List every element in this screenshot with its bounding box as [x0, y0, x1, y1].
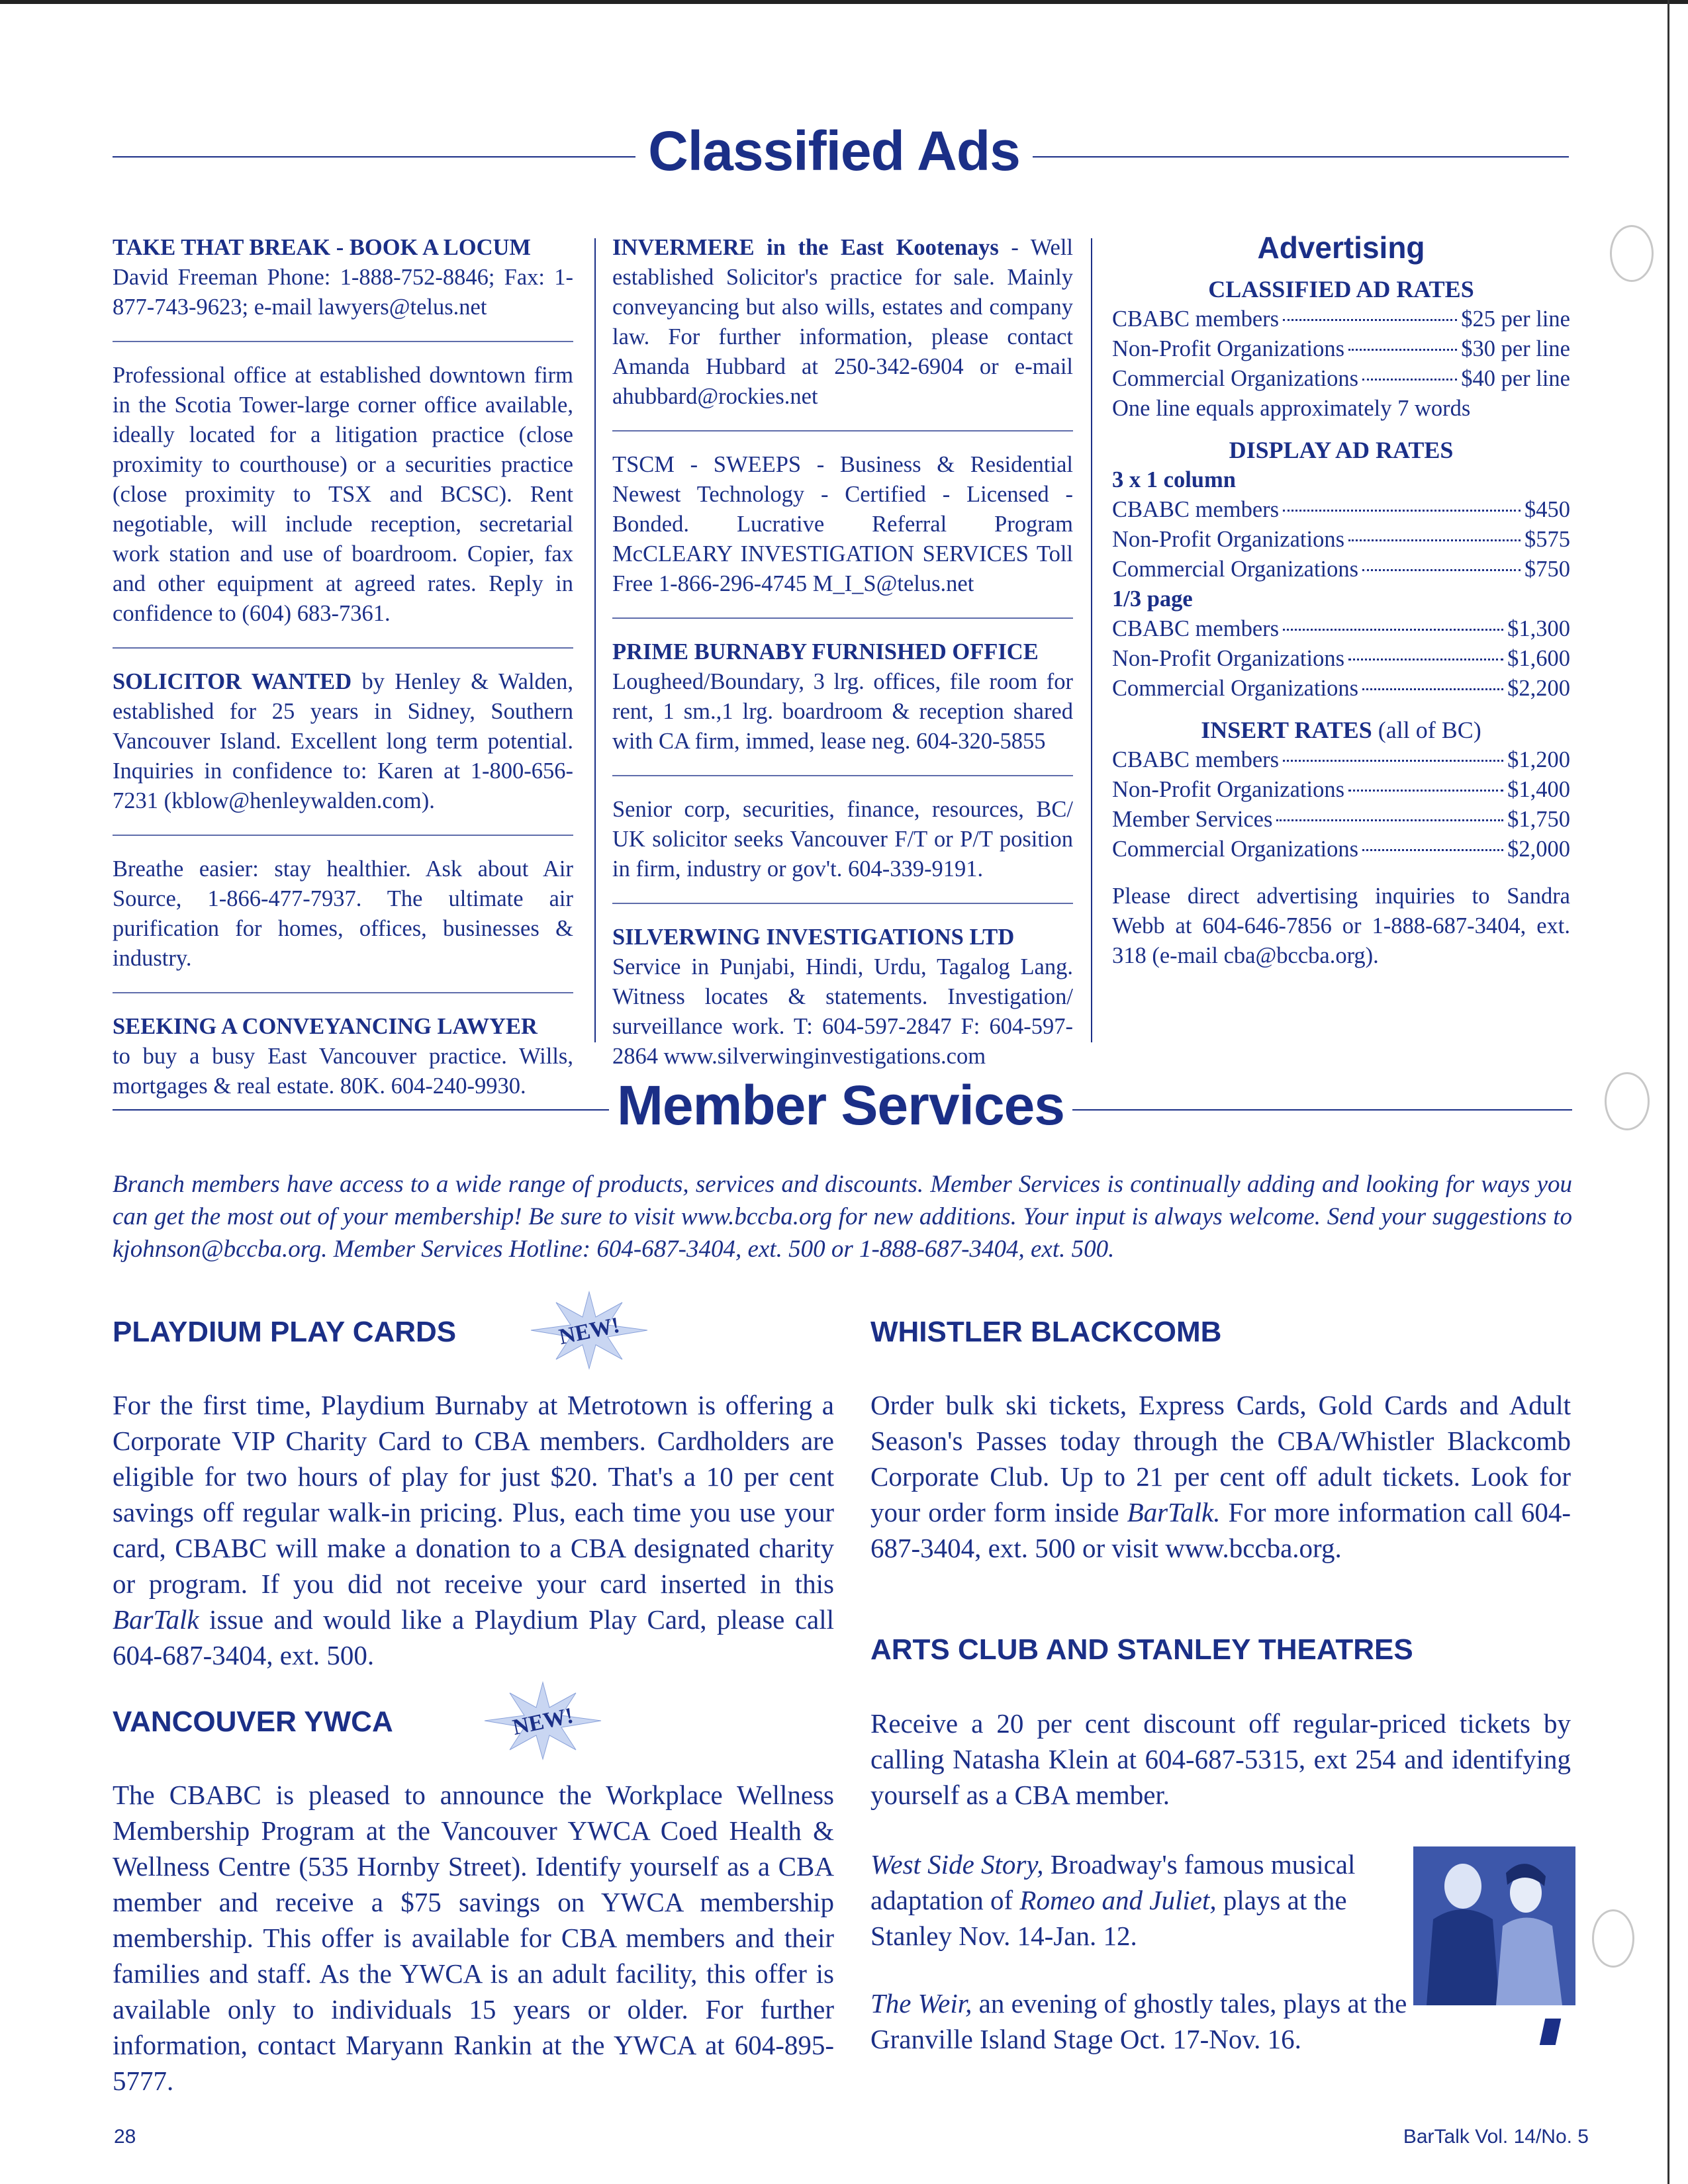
- new-badge-text: NEW!: [510, 1703, 576, 1741]
- dot-leader: [1348, 790, 1503, 792]
- senior-ad: Senior corp, securities, finance, resources, BC/ UK solicitor seeks Vancouver F/T or P/T position in firm, industry or gov't. 604-339-9191.: [612, 797, 1073, 882]
- rate-amount: $30 per line: [1461, 336, 1570, 361]
- classified-rates-list: [1112, 304, 1570, 394]
- rate-row: [1112, 495, 1570, 525]
- insert-rates-sub: (all of BC): [1372, 717, 1481, 743]
- whistler-text-b: For more information call 604-687-3404, ext. 500 or visit www.bccba.org.: [870, 1497, 1571, 1563]
- playdium-text-italic: BarTalk: [113, 1604, 199, 1635]
- divider: [113, 992, 573, 993]
- rate-amount: $450: [1524, 497, 1570, 522]
- rate-label: Non-Profit Organizations: [1112, 336, 1345, 361]
- rate-label: Non-Profit Organizations: [1112, 646, 1345, 671]
- ywca-heading: VANCOUVER YWCA: [113, 1706, 393, 1738]
- column-divider-2: [1091, 238, 1092, 1042]
- insert-rates-title: INSERT RATES: [1201, 717, 1372, 743]
- insert-rates-list: [1112, 745, 1570, 864]
- playdium-text: [113, 1387, 834, 1673]
- line-note: One line equals approximately 7 words: [1112, 396, 1471, 421]
- binder-hole-top: [1610, 225, 1654, 282]
- rate-amount: $575: [1524, 527, 1570, 552]
- rate-row: [1112, 555, 1570, 584]
- classified-column-2: [612, 233, 1073, 1071]
- rate-row: [1112, 334, 1570, 364]
- classified-title-rule-left: [113, 156, 635, 158]
- rate-amount: $25 per line: [1461, 306, 1570, 332]
- romeo-juliet-title: Romeo and Juliet,: [1019, 1885, 1217, 1915]
- rate-label: Commercial Organizations: [1112, 366, 1359, 391]
- dot-leader: [1362, 849, 1503, 851]
- west-side-story-title: West Side Story,: [870, 1849, 1044, 1880]
- divider: [612, 775, 1073, 776]
- page-number: 28: [114, 2126, 136, 2148]
- whistler-text-italic: BarTalk.: [1127, 1497, 1221, 1527]
- dot-leader: [1362, 688, 1503, 690]
- breathe-ad: Breathe easier: stay healthier. Ask about Air Source, 1-866-477-7937. The ultimate air purification for homes, offices, businesses & industry.: [113, 856, 573, 971]
- the-weir-body: an evening of ghostly tales, plays at the Granville Island Stage Oct. 17-Nov. 16.: [870, 1988, 1407, 2054]
- rate-label: Member Services: [1112, 807, 1273, 832]
- playdium-text-b: issue and would like a Playdium Play Card, please call 604-687-3404, ext. 500.: [113, 1604, 834, 1670]
- divider: [612, 903, 1073, 904]
- rate-amount: $1,200: [1507, 747, 1570, 772]
- advertising-title: Advertising: [1257, 230, 1425, 265]
- rate-row: [1112, 644, 1570, 674]
- conveyancing-heading: SEEKING A CONVEYANCING LAWYER: [113, 1014, 538, 1039]
- rate-row: [1112, 614, 1570, 644]
- invermere-heading: INVERMERE in the East Kootenays: [612, 235, 999, 260]
- dot-leader: [1283, 319, 1457, 321]
- rate-label: CBABC members: [1112, 497, 1280, 522]
- rate-row: [1112, 805, 1570, 835]
- rate-amount: $2,200: [1507, 676, 1570, 701]
- rate-label: CBABC members: [1112, 306, 1280, 332]
- page-right-border: [1667, 0, 1669, 2184]
- rate-label: Commercial Organizations: [1112, 557, 1359, 582]
- whistler-text: [870, 1387, 1571, 1566]
- rate-row: [1112, 745, 1570, 775]
- new-badge-icon: [483, 1681, 602, 1760]
- divider: [612, 430, 1073, 432]
- advertising-contact: Please direct advertising inquiries to Sandra Webb at 604-646-7856 or 1-888-687-3404, ext. 318 (e-mail cba@bccba.org).: [1112, 884, 1570, 968]
- rate-amount: $2,000: [1507, 837, 1570, 862]
- rate-amount: $1,400: [1507, 777, 1570, 802]
- arts-club-body: Receive a 20 per cent discount off regular-priced tickets by calling Natasha Klein at 604-687-5315, ext 254 and identifying yourself as a CBA member.: [870, 1708, 1571, 1810]
- article-end-mark: [1540, 2019, 1562, 2045]
- publication-footer: BarTalk Vol. 14/No. 5: [1403, 2126, 1589, 2148]
- classified-rates-heading: CLASSIFIED AD RATES: [1208, 276, 1474, 302]
- divider: [612, 617, 1073, 619]
- display-sub-heading-page: 1/3 page: [1112, 586, 1193, 612]
- silverwing-heading: SILVERWING INVESTIGATIONS LTD: [612, 925, 1015, 950]
- dot-leader: [1348, 539, 1521, 541]
- arts-club-heading: ARTS CLUB AND STANLEY THEATRES: [870, 1633, 1413, 1666]
- display-rates-list-page: [1112, 614, 1570, 704]
- rate-row: [1112, 775, 1570, 805]
- silverwing-body: Service in Punjabi, Hindi, Urdu, Tagalog Lang. Witness locates & statements. Investigation/ surveillance work. T: 604-597-2847 F: 604-597-2864 www.silverwinginvestigations.com: [612, 954, 1073, 1069]
- locum-body: David Freeman Phone: 1-888-752-8846; Fax: 1-877-743-9623; e-mail lawyers@telus.net: [113, 265, 573, 320]
- member-services-title: Member Services: [616, 1074, 1065, 1136]
- the-weir-text: [870, 1985, 1466, 2057]
- the-weir-paragraph: [870, 1985, 1466, 2057]
- west-side-story-illustration: [1413, 1846, 1575, 2005]
- ywca-body: The CBABC is pleased to announce the Workplace Wellness Membership Program at the Vancouver YWCA Coed Health & Wellness Centre (535 Hornby Street). Identify yourself as a CBA member and receive a $75 savings on YWCA membership membership. This offer is available for CBA members and their families and staff. As the YWCA is an adult facility, this offer is available only to individuals 15 years or older. For further information, contact Maryann Rankin at the YWCA at 604-895-5777.: [113, 1780, 834, 2096]
- dot-leader: [1362, 379, 1457, 381]
- rate-amount: $1,300: [1507, 616, 1570, 641]
- solicitor-heading: SOLICITOR WANTED: [113, 669, 352, 694]
- dot-leader: [1283, 629, 1503, 631]
- burnaby-body: Lougheed/Boundary, 3 lrg. offices, file room for rent, 1 sm.,1 lrg. boardroom & reception shared with CA firm, immed, lease neg. 604-320-5855: [612, 669, 1073, 754]
- display-rates-list-column: [1112, 495, 1570, 584]
- dot-leader: [1283, 510, 1521, 512]
- column-divider-1: [594, 238, 596, 1042]
- whistler-heading: WHISTLER BLACKCOMB: [870, 1316, 1222, 1348]
- west-side-story-b: plays at the Stanley Nov. 14-Jan. 12.: [870, 1885, 1347, 1951]
- new-badge-icon: [530, 1291, 649, 1370]
- rate-amount: $1,750: [1507, 807, 1570, 832]
- rate-row: [1112, 364, 1570, 394]
- insert-rates-heading: [1112, 715, 1570, 745]
- tscm-ad: TSCM - SWEEPS - Business & Residential Newest Technology - Certified - Licensed - Bonded. Lucrative Referral Program McCLEARY INVESTIGATION SERVICES Toll Free 1-866-296-4745 M_I_S@telus.net: [612, 452, 1073, 596]
- playdium-heading: PLAYDIUM PLAY CARDS: [113, 1316, 457, 1348]
- rate-row: [1112, 674, 1570, 704]
- divider: [113, 341, 573, 342]
- dot-leader: [1276, 819, 1503, 821]
- the-weir-title: The Weir,: [870, 1988, 972, 2019]
- advertising-column: [1112, 230, 1570, 971]
- rate-amount: $750: [1524, 557, 1570, 582]
- divider: [113, 647, 573, 649]
- binder-hole-middle: [1605, 1072, 1650, 1130]
- rate-row: [1112, 525, 1570, 555]
- solicitor-body: by Henley & Walden, established for 25 years in Sidney, Southern Vancouver Island. Excellent long term potential. Inquiries in confidence to: Karen at 1-800-656-7231 (kblow@henleywalden.com).: [113, 669, 573, 813]
- member-services-rule-right: [1072, 1109, 1572, 1111]
- divider: [113, 835, 573, 836]
- rate-label: CBABC members: [1112, 616, 1280, 641]
- locum-heading: TAKE THAT BREAK - BOOK A LOCUM: [113, 235, 531, 260]
- rate-label: Commercial Organizations: [1112, 837, 1359, 862]
- member-services-rule-left: [113, 1109, 609, 1111]
- west-side-story-text: [870, 1846, 1400, 1954]
- whistler-body: [870, 1387, 1571, 1566]
- display-sub-heading-column: 3 x 1 column: [1112, 467, 1236, 492]
- solicitor-ad: [113, 667, 573, 816]
- member-services-intro: Branch members have access to a wide range of products, services and discounts. Member Services is continually adding and looking for ways you can get the most out of your membership! Be sure to visit www.bccba.org for new additions. Your input is always welcome. Send your suggestions to kjohnson@bccba.org. Member Services Hotline: 604-687-3404, ext. 500 or 1-888-687-3404, ext. 500.: [113, 1171, 1572, 1263]
- classified-title-rule-right: [1033, 156, 1569, 158]
- classified-ads-title: Classified Ads: [648, 120, 1020, 182]
- rate-amount: $40 per line: [1461, 366, 1570, 391]
- page-top-border: [0, 0, 1688, 4]
- classified-column-1: [113, 233, 573, 1101]
- dot-leader: [1348, 659, 1503, 660]
- conveyancing-body: to buy a busy East Vancouver practice. Wills, mortgages & real estate. 80K. 604-240-9930.: [113, 1044, 573, 1099]
- playdium-body: [113, 1387, 834, 1673]
- rate-label: Non-Profit Organizations: [1112, 777, 1345, 802]
- new-badge-text: NEW!: [557, 1312, 622, 1350]
- rate-label: CBABC members: [1112, 747, 1280, 772]
- rate-row: [1112, 304, 1570, 334]
- dot-leader: [1283, 760, 1503, 762]
- west-side-story-paragraph: [870, 1846, 1400, 1954]
- office-ad: Professional office at established downtown firm in the Scotia Tower-large corner office available, ideally located for a litigation practice (close proximity to courthouse) or a securities practice (close proximity to TSX and BCSC). Rent negotiable, will include reception, secretarial work station and use of boardroom. Copier, fax and other equipment at agreed rates. Reply in confidence to (604) 683-7361.: [113, 363, 573, 626]
- invermere-body: - Well established Solicitor's practice for sale. Mainly conveyancing but also wills, estates and company law. For further information, please contact Amanda Hubbard at 250-342-6904 or e-mail ahubbard@rockies.net: [612, 235, 1073, 409]
- rate-row: [1112, 835, 1570, 864]
- rate-label: Non-Profit Organizations: [1112, 527, 1345, 552]
- west-side-story-a: Broadway's famous musical adaptation of: [870, 1849, 1356, 1915]
- playdium-text-a: For the first time, Playdium Burnaby at Metrotown is offering a Corporate VIP Charity Card to CBA members. Cardholders are eligible for two hours of play for just $20. That's a 10 per cent savings off regular walk-in pricing. Plus, each time you use your card, CBABC will make a donation to a CBA designated charity or program. If you did not receive your card inserted in this: [113, 1390, 834, 1599]
- invermere-ad: [612, 233, 1073, 412]
- dot-leader: [1348, 349, 1457, 351]
- rate-amount: $1,600: [1507, 646, 1570, 671]
- burnaby-heading: PRIME BURNABY FURNISHED OFFICE: [612, 639, 1039, 664]
- rate-label: Commercial Organizations: [1112, 676, 1359, 701]
- binder-hole-bottom: [1592, 1909, 1634, 1968]
- whistler-text-a: Order bulk ski tickets, Express Cards, Gold Cards and Adult Season's Passes today through the CBA/Whistler Blackcomb Corporate Club. Up to 21 per cent off adult tickets. Look for your order form inside: [870, 1390, 1571, 1527]
- dot-leader: [1362, 569, 1521, 571]
- display-rates-heading: DISPLAY AD RATES: [1229, 437, 1454, 463]
